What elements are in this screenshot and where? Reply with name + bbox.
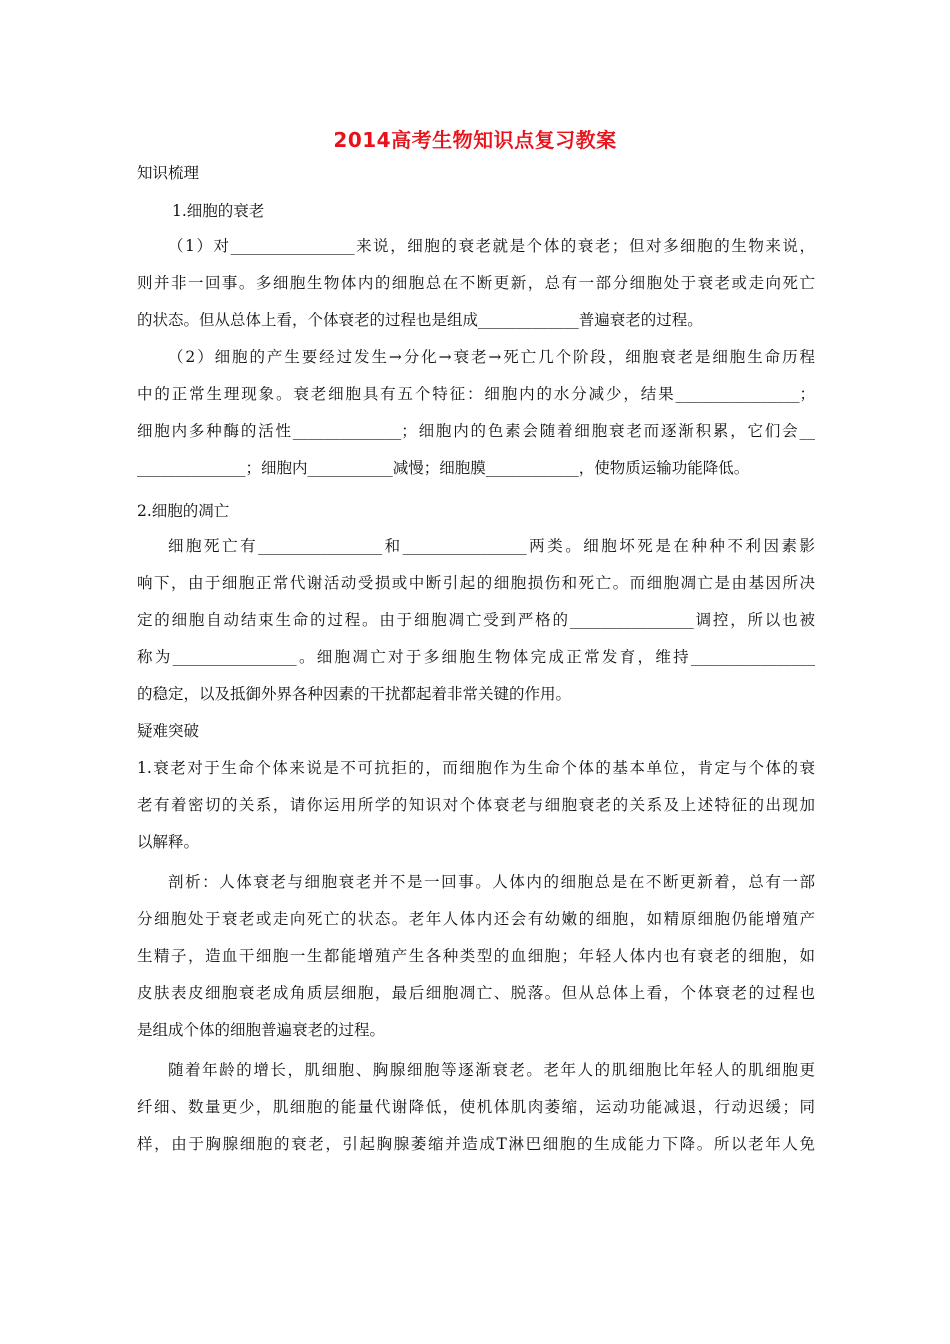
analysis-line: 剖析：人体衰老与细胞衰老并不是一回事。人体内的细胞总是在不断更新着，总有一部 xyxy=(168,873,815,891)
analysis-line: 生精子，造血干细胞一生都能增殖产生各种类型的血细胞；年轻人体内也有衰老的细胞，如 xyxy=(137,947,815,965)
paragraph-line: 响下，由于细胞正常代谢活动受损或中断引起的细胞损伤和死亡。而细胞凋亡是由基因所决 xyxy=(137,574,815,592)
paragraph-line: 中的正常生理现象。衰老细胞具有五个特征：细胞内的水分减少，结果________________； xyxy=(137,385,815,403)
question-line: 老有着密切的关系，请你运用所学的知识对个体衰老与细胞衰老的关系及上述特征的出现加 xyxy=(137,796,815,814)
paragraph-line: 随着年龄的增长，肌细胞、胸腺细胞等逐渐衰老。老年人的肌细胞比年轻人的肌细胞更 xyxy=(168,1061,815,1079)
question-line: 1.衰老对于生命个体来说是不可抗拒的，而细胞作为生命个体的基本单位，肯定与个体的衰 xyxy=(137,759,815,777)
section-heading-review: 知识梳理 xyxy=(137,164,200,182)
topic-heading-aging: 1.细胞的衰老 xyxy=(172,202,265,220)
analysis-line: 是组成个体的细胞普遍衰老的过程。 xyxy=(137,1021,386,1039)
section-heading-difficulty: 疑难突破 xyxy=(137,722,200,740)
analysis-line: 分细胞处于衰老或走向死亡的状态。老年人体内还会有幼嫩的细胞，如精原细胞仍能增殖产 xyxy=(137,910,815,928)
paragraph-line: （1）对________________来说，细胞的衰老就是个体的衰老；但对多细胞的生物来说， xyxy=(168,237,815,255)
paragraph-line: 的稳定，以及抵御外界各种因素的干扰都起着非常关键的作用。 xyxy=(137,685,572,703)
paragraph-line: 定的细胞自动结束生命的过程。由于细胞凋亡受到严格的________________调控，所以也被 xyxy=(137,611,815,629)
topic-heading-apoptosis: 2.细胞的凋亡 xyxy=(137,502,230,520)
analysis-line: 皮肤表皮细胞衰老成角质层细胞，最后细胞凋亡、脱落。但从总体上看，个体衰老的过程也 xyxy=(137,984,815,1002)
paragraph-line: 细胞内多种酶的活性______________；细胞内的色素会随着细胞衰老而逐渐积累，它们会__ xyxy=(137,422,815,440)
paragraph-line: ______________；细胞内___________减慢；细胞膜____________，使物质运输功能降低。 xyxy=(137,459,750,477)
paragraph-line: 称为________________。细胞凋亡对于多细胞生物体完成正常发育，维持________________ xyxy=(137,648,815,666)
paragraph-line: 的状态。但从总体上看，个体衰老的过程也是组成_____________普遍衰老的过程。 xyxy=(137,311,703,329)
paragraph-line: 则并非一回事。多细胞生物体内的细胞总在不断更新，总有一部分细胞处于衰老或走向死亡 xyxy=(137,274,815,292)
paragraph-line: 样，由于胸腺细胞的衰老，引起胸腺萎缩并造成T淋巴细胞的生成能力下降。所以老年人免 xyxy=(137,1135,815,1153)
page-title: 2014高考生物知识点复习教案 xyxy=(333,128,617,152)
question-line: 以解释。 xyxy=(137,833,200,851)
paragraph-line: 细胞死亡有________________和________________两类。细胞坏死是在种种不利因素影 xyxy=(168,537,815,555)
paragraph-line: 纤细、数量更少，肌细胞的能量代谢降低，使机体肌肉萎缩，运动功能减退，行动迟缓；同 xyxy=(137,1098,815,1116)
paragraph-line: （2）细胞的产生要经过发生→分化→衰老→死亡几个阶段，细胞衰老是细胞生命历程 xyxy=(168,348,815,366)
